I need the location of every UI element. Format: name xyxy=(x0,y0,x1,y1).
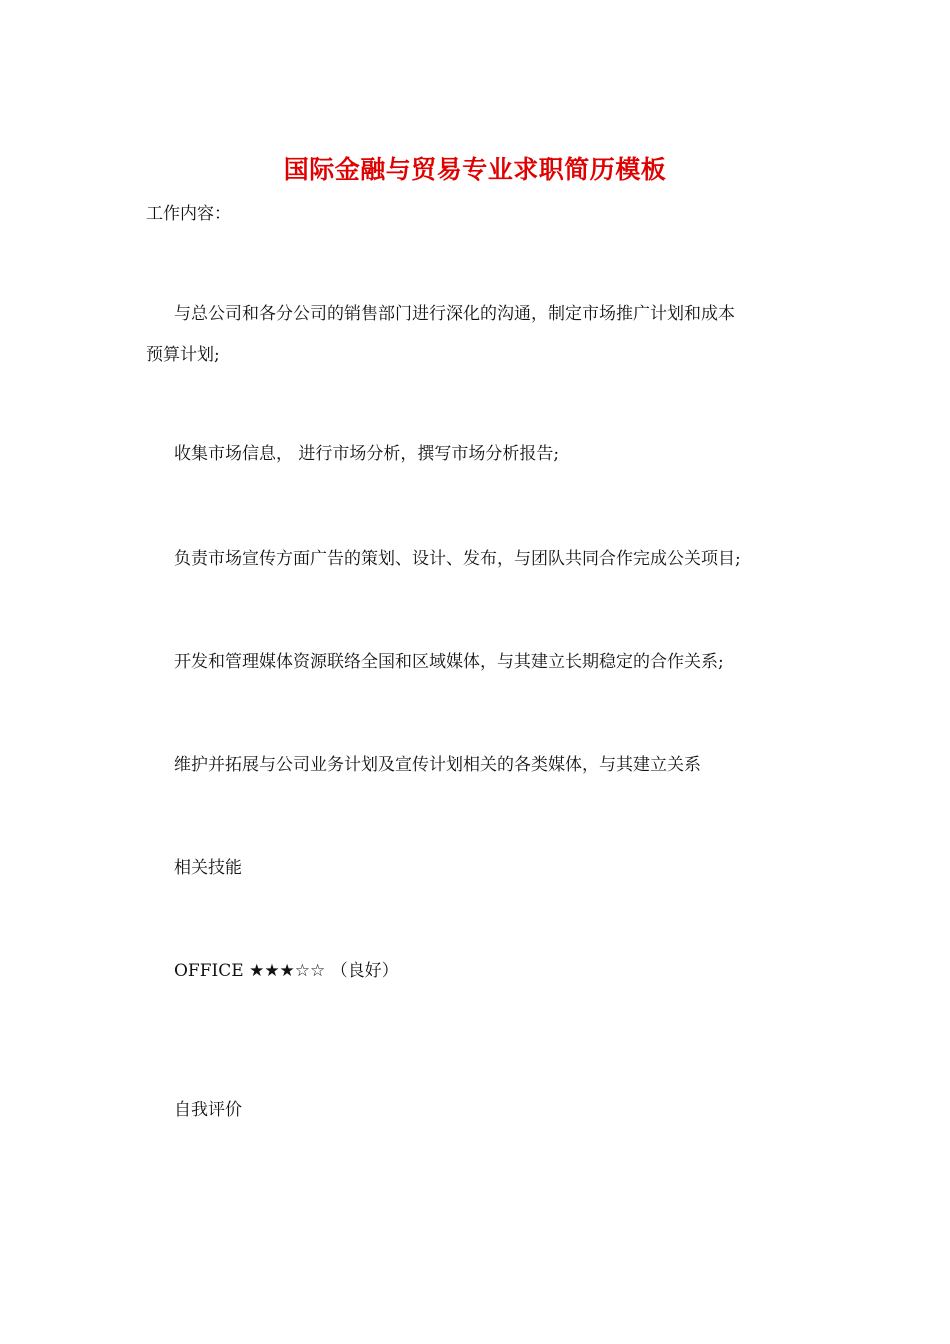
duty-4: 开发和管理媒体资源联络全国和区域媒体，与其建立长期稳定的合作关系; xyxy=(174,652,724,672)
self-eval-heading: 自我评价 xyxy=(174,1100,242,1120)
duty-1-line-2: 预算计划; xyxy=(146,345,220,365)
duty-1-line-1: 与总公司和各分公司的销售部门进行深化的沟通，制定市场推广计划和成本 xyxy=(174,304,735,324)
skill-office-stars: ★★★☆☆ xyxy=(249,961,326,981)
work-content-label: 工作内容： xyxy=(146,204,231,224)
skill-office-level: （良好） xyxy=(330,961,399,981)
duty-5: 维护并拓展与公司业务计划及宣传计划相关的各类媒体，与其建立关系 xyxy=(174,755,701,775)
duty-3: 负责市场宣传方面广告的策划、设计、发布，与团队共同合作完成公关项目; xyxy=(174,549,741,569)
skill-office-line xyxy=(174,955,826,988)
skills-heading: 相关技能 xyxy=(174,858,242,878)
duty-2: 收集市场信息， 进行市场分析，撰写市场分析报告; xyxy=(174,444,560,464)
document-title: 国际金融与贸易专业求职简历模板 xyxy=(283,155,667,184)
skill-office-name: OFFICE xyxy=(174,961,244,981)
